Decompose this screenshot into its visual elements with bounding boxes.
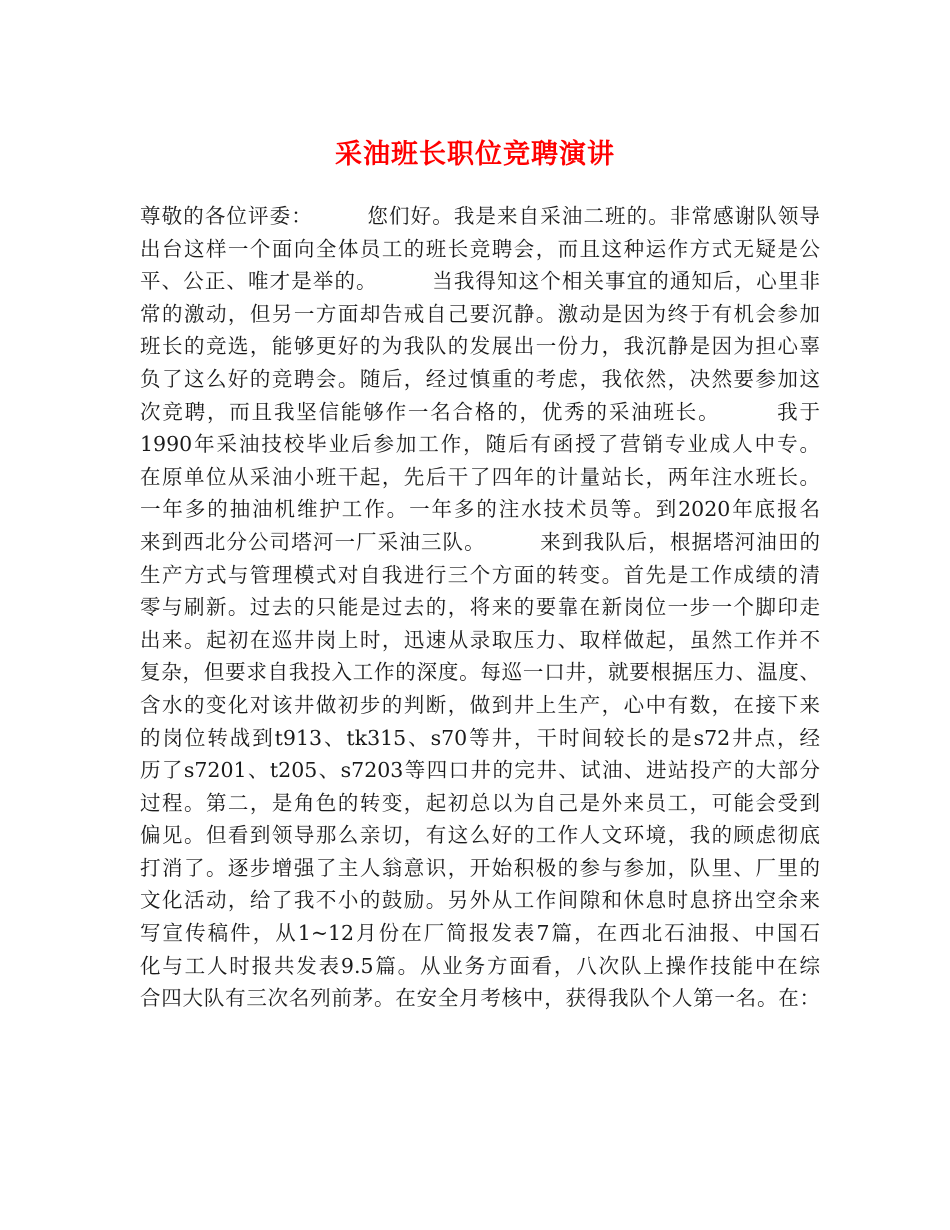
body-line: 历了s7201、t205、s7203等四口井的完井、试油、进站投产的大部分 [140, 758, 820, 783]
body-line: 来到西北分公司塔河一厂采油三队。 来到我队后，根据塔河油田的 [140, 529, 820, 554]
body-line: 文化活动，给了我不小的鼓励。另外从工作间隙和休息时息挤出空余来 [140, 888, 820, 913]
body-line: 打消了。逐步增强了主人翁意识，开始积极的参与参加，队里、厂里的 [140, 855, 820, 880]
body-line: 写宣传稿件，从1~12月份在厂简报发表7篇，在西北石油报、中国石 [140, 921, 820, 946]
body-line: 次竞聘，而且我坚信能够作一名合格的，优秀的采油班长。 我于 [140, 399, 820, 424]
body-line: 在原单位从采油小班干起，先后干了四年的计量站长，两年注水班长。 [140, 464, 820, 489]
body-line: 班长的竞选，能够更好的为我队的发展出一份力，我沉静是因为担心辜 [140, 334, 820, 359]
body-line: 出台这样一个面向全体员工的班长竞聘会，而且这种运作方式无疑是公 [140, 236, 820, 261]
body-line: 过程。第二，是角色的转变，起初总以为自己是外来员工，可能会受到 [140, 790, 820, 815]
body-line: 平、公正、唯才是举的。 当我得知这个相关事宜的通知后，心里非 [140, 269, 820, 294]
body-line: 尊敬的各位评委： 您们好。我是来自采油二班的。非常感谢队领导 [140, 204, 820, 228]
document-title: 采油班长职位竞聘演讲 [335, 139, 615, 170]
body-line: 偏见。但看到领导那么亲切，有这么好的工作人文环境，我的顾虑彻底 [140, 823, 820, 848]
body-line: 出来。起初在巡井岗上时，迅速从录取压力、取样做起，虽然工作并不 [140, 627, 820, 652]
body-line: 化与工人时报共发表9.5篇。从业务方面看，八次队上操作技能中在综 [140, 953, 820, 978]
body-line: 零与刷新。过去的只能是过去的，将来的要靠在新岗位一步一个脚印走 [140, 595, 820, 620]
document-body [140, 200, 820, 1015]
body-line: 常的激动，但另一方面却告戒自己要沉静。激动是因为终于有机会参加 [140, 301, 820, 326]
body-line: 合四大队有三次名列前茅。在安全月考核中，获得我队个人第一名。在： [140, 986, 820, 1011]
body-line: 复杂，但要求自我投入工作的深度。每巡一口井，就要根据压力、温度、 [140, 660, 820, 685]
body-line: 一年多的抽油机维护工作。一年多的注水技术员等。到2020年底报名 [140, 497, 820, 522]
body-line: 生产方式与管理模式对自我进行三个方面的转变。首先是工作成绩的清 [140, 562, 820, 587]
body-line: 1990年采油技校毕业后参加工作，随后有函授了营销专业成人中专。 [140, 432, 820, 457]
body-line: 的岗位转战到t913、tk315、s70等井，干时间较长的是s72井点，经 [140, 725, 820, 750]
body-line: 含水的变化对该井做初步的判断，做到井上生产，心中有数，在接下来 [140, 692, 820, 717]
body-line: 负了这么好的竞聘会。随后，经过慎重的考虑，我依然，决然要参加这 [140, 366, 820, 391]
